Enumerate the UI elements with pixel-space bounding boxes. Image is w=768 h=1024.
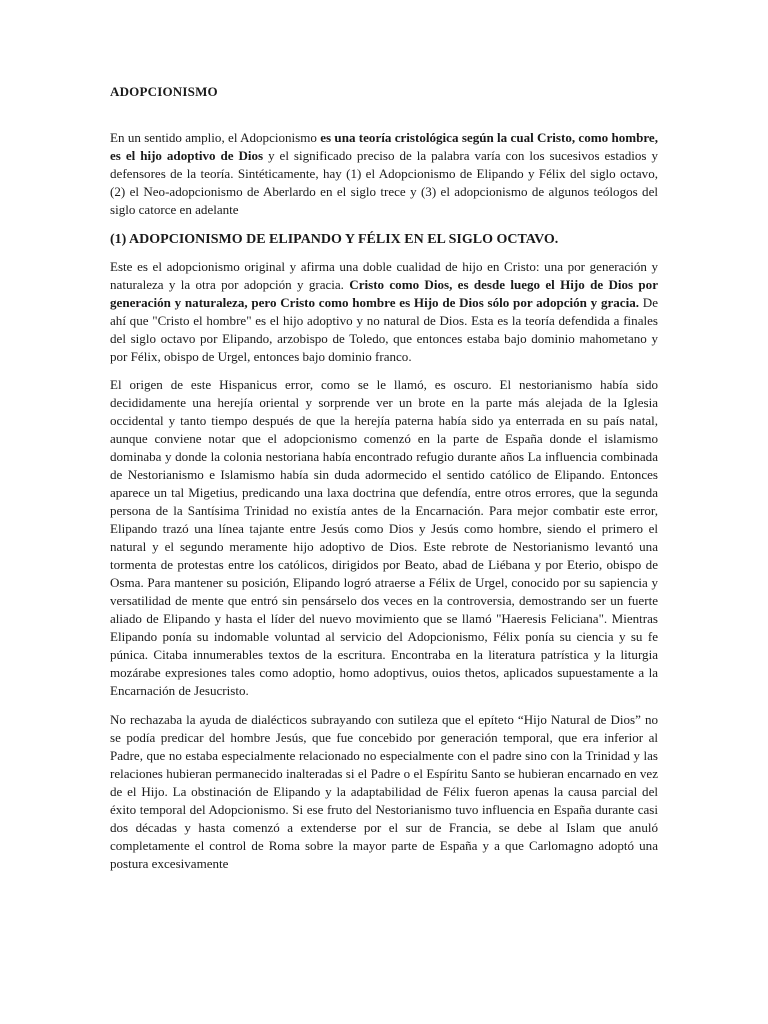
intro-text-1: En un sentido amplio, el Adopcionismo [110,130,321,145]
paragraph-1-bold: Cristo como Dios, es desde luego el Hijo de Dios por generación y naturaleza, pero Cristo como hombre es Hijo de Dios sólo por adopción y gracia. [110,277,658,310]
paragraph-3: No rechazaba la ayuda de dialécticos subrayando con sutileza que el epíteto “Hijo Natural de Dios” no se podía predicar del hombre Jesús, que fue concebido por generación temporal, que era inferior al Padre, que no estaba especialmente relacionado no especialmente con el padre sino con la Trinidad y las relaciones hubieran permanecido inalteradas si el Padre o el Espíritu Santo se hubieran encarnado en vez de el Hijo. La obstinación de Elipando y la adaptabilidad de Félix fueron apenas la causa parcial del éxito temporal del Adopcionismo. Si ese fruto del Nestorianismo tuvo influencia en España durante casi dos décadas y hasta comenzó a extenderse por el sur de Francia, se debe al Islam que anuló completamente el control de Roma sobre la mayor parte de España y a que Carlomagno adoptó una postura excesivamente [110,712,658,871]
paragraph-1-text-2: De ahí que "Cristo el hombre" es el hijo adoptivo y no natural de Dios. Esta es la teoría defendida a finales del siglo octavo por Elipando, arzobispo de Toledo, que entonces estaba bajo dominio mahometano y por Félix, obispo de Urgel, entonces bajo dominio franco. [110,295,658,364]
paragraph-2: El origen de este Hispanicus error, como se le llamó, es oscuro. El nestorianismo había sido decididamente una herejía oriental y sorprende ver un brote en la parte más alejada de la Iglesia occidental y tanto tiempo después de que la herejía paterna había sido ya enterrada en su país natal, aunque conviene notar que el adopcionismo comenzó en la parte de España donde el islamismo dominaba y donde la colonia nestoriana había encontrado refugio durante años La influencia combinada de Nestorianismo e Islamismo había sin duda adormecido el sentido católico de Elipando. Entonces aparece un tal Migetius, predicando una laxa doctrina que defendía, entre otros errores, que la segunda persona de la Santísima Trinidad no existía antes de la Encarnación. Para mejor combatir este error, Elipando trazó una línea tajante entre Jesús como Dios y Jesús como hombre, siendo el primero el natural y el segundo meramente hijo adoptivo de Dios. Este rebrote de Nestorianismo levantó una tormenta de protestas entre los católicos, dirigidos por Beato, abad de Liébana y por Eterio, obispo de Osma. Para mantener su posición, Elipando logró atraerse a Félix de Urgel, conocido por su sapiencia y versatilidad de mente que entró sin pensárselo dos veces en la controversia, demostrando ser un fuerte aliado de Elipando y hasta el líder del nuevo movimiento que se llamó "Haeresis Feliciana". Mientras Elipando ponía su indomable voluntad al servicio del Adopcionismo, Félix ponía su ciencia y su fe púnica. Citaba innumerables textos de la escritura. Encontraba en la literatura patrística y la liturgia mozárabe expresiones tales como adoptio, homo adoptivus, ouios thetos, aplicados supuestamente a la Encarnación de Jesucristo. [110,377,658,698]
paragraph-1-text-1: Este es el adopcionismo original y afirma una doble cualidad de hijo en Cristo: una por generación y naturaleza y la otra por adopción y gracia. [110,259,658,292]
document-title: ADOPCIONISMO [110,84,218,99]
document-page [110,84,658,883]
section-heading: (1) ADOPCIONISMO DE ELIPANDO Y FÉLIX EN EL SIGLO OCTAVO. [110,232,559,247]
intro-paragraph [110,129,658,219]
intro-text-2: y el significado preciso de la palabra varía con los sucesivos estadios y defensores de la teoría. Sintéticamente, hay (1) el Adopcionismo de Elipando y Félix del siglo octavo, (2) el Neo-adopcionismo de Aberlardo en el siglo trece y (3) el adopcionismo de algunos teólogos del siglo catorce en adelante [110,148,658,217]
paragraph-1 [110,258,658,366]
intro-bold-definition: es una teoría cristológica según la cual Cristo, como hombre, es el hijo adoptivo de Dios [110,130,658,163]
